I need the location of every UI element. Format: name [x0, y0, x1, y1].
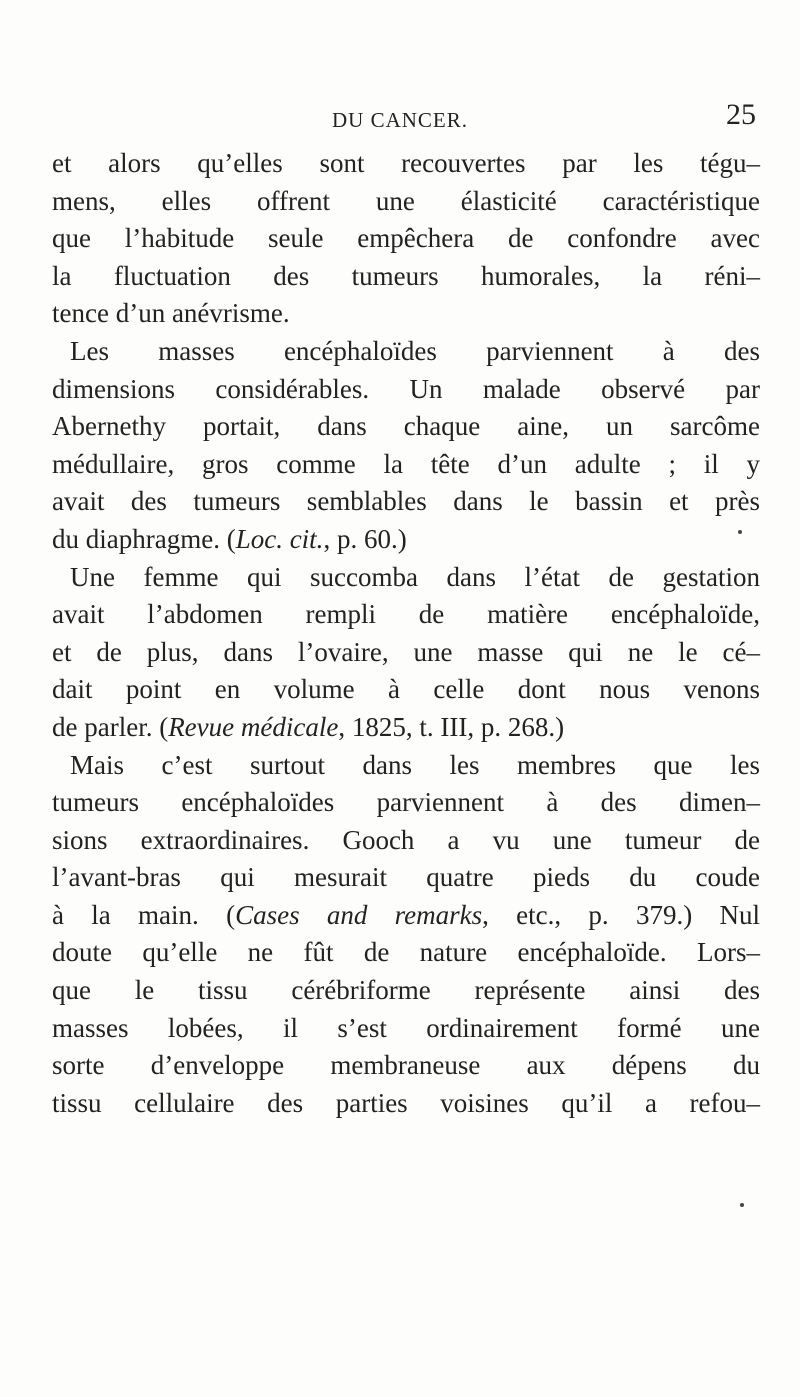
text-line: Mais c’est surtout dans les membres que les	[70, 749, 760, 780]
paragraph	[52, 747, 760, 1123]
ink-speck	[740, 1203, 744, 1207]
text-line: que l’habitude seule empêchera de confondre avec	[52, 223, 760, 254]
paragraph	[52, 333, 760, 559]
ink-speck	[738, 530, 742, 534]
text-line: et alors qu’elles sont recouvertes par les tégu–	[52, 148, 760, 178]
text-line: doute qu’elle ne fût de nature encéphaloïde. Lors–	[52, 937, 760, 968]
text-line: Une femme qui succomba dans l’état de gestation	[70, 561, 760, 592]
running-title: DU CANCER.	[331, 108, 468, 132]
text-line: tissu cellulaire des parties voisines qu’il a refou–	[52, 1087, 760, 1118]
text-line: de parler. (Revue médicale, 1825, t. III, p. 268.)	[52, 711, 565, 742]
text-line: à la main. (Cases and remarks, etc., p. 379.) Nul	[52, 899, 760, 930]
text-line: tence d’un anévrisme.	[52, 298, 290, 329]
citation-title: Loc. cit.	[235, 523, 324, 554]
text-line: Abernethy portait, dans chaque aine, un sarcôme	[52, 411, 760, 442]
text-line: médullaire, gros comme la tête d’un adulte ; il y	[52, 448, 760, 479]
text-line: sorte d’enveloppe membraneuse aux dépens du	[52, 1050, 760, 1081]
text-line: sions extraordinaires. Gooch a vu une tumeur de	[52, 824, 760, 855]
text-line: que le tissu cérébriforme représente ainsi des	[52, 975, 760, 1006]
text-line: mens, elles offrent une élasticité caractéristique	[52, 185, 760, 216]
text-line: masses lobées, il s’est ordinairement formé une	[52, 1012, 760, 1043]
body-text	[52, 145, 760, 1122]
text-line: tumeurs encéphaloïdes parviennent à des dimen–	[52, 787, 760, 818]
paragraph	[52, 145, 760, 333]
paragraph	[52, 559, 760, 747]
citation-title: Cases and remarks	[235, 899, 483, 930]
text-line: dait point en volume à celle dont nous venons	[52, 674, 760, 705]
text-line: et de plus, dans l’ovaire, une masse qui ne le cé–	[52, 636, 760, 667]
running-head	[40, 98, 760, 136]
page-number: 25	[726, 98, 756, 131]
citation-title: Revue médicale	[168, 711, 339, 742]
text-line: du diaphragme. (Loc. cit., p. 60.)	[52, 523, 407, 554]
text-line: dimensions considérables. Un malade observé par	[52, 373, 760, 404]
text-line: avait l’abdomen rempli de matière encéphaloïde,	[52, 599, 760, 630]
text-line: la fluctuation des tumeurs humorales, la réni–	[52, 260, 760, 291]
text-line: l’avant-bras qui mesurait quatre pieds du coude	[52, 862, 760, 893]
text-line: avait des tumeurs semblables dans le bassin et près	[52, 486, 760, 517]
text-line: Les masses encéphaloïdes parviennent à des	[70, 335, 760, 366]
